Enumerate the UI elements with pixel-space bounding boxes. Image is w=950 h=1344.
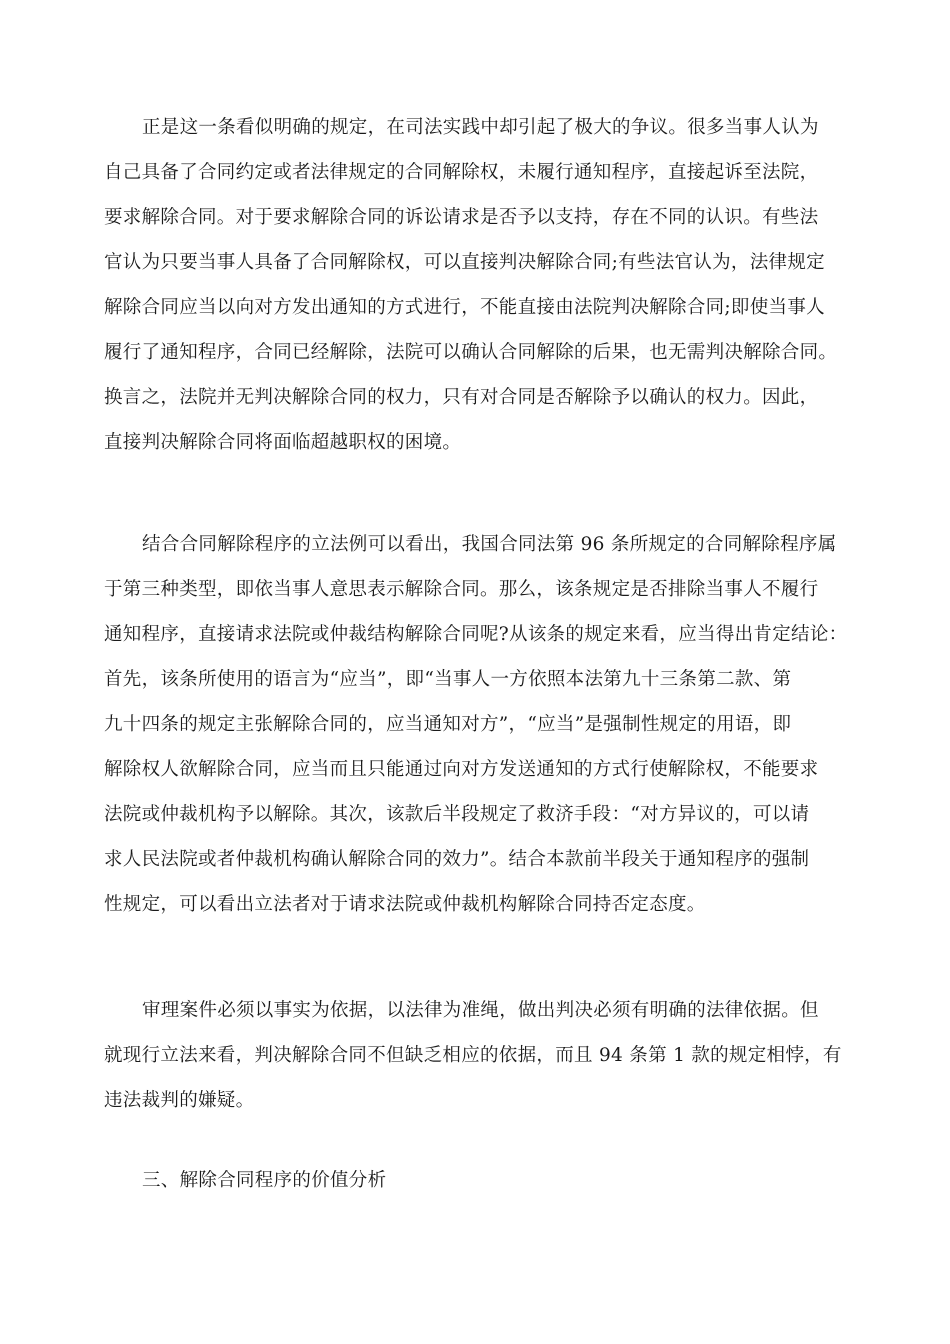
text-line: 履行了通知程序，合同已经解除，法院可以确认合同解除的后果，也无需判决解除合同。 (104, 342, 838, 363)
text-line: 于第三种类型，即依当事人意思表示解除合同。那么，该条规定是否排除当事人不履行 (104, 579, 819, 600)
paragraph-3 (104, 988, 844, 1123)
text-line: 求人民法院或者仲裁机构确认解除合同的效力”。结合本款前半段关于通知程序的强制 (104, 849, 810, 870)
text-line: 要求解除合同。对于要求解除合同的诉讼请求是否予以支持，存在不同的认识。有些法 (104, 207, 819, 228)
text-line: 法院或仲裁机构予以解除。其次，该款后半段规定了救济手段：“对方异议的，可以请 (104, 804, 810, 825)
text-line: 违法裁判的嫌疑。 (104, 1090, 255, 1111)
text-line: 性规定，可以看出立法者对于请求法院或仲裁机构解除合同持否定态度。 (104, 894, 706, 915)
text-line: 官认为只要当事人具备了合同解除权，可以直接判决解除合同;有些法官认为，法律规定 (104, 252, 825, 273)
text-line: 结合合同解除程序的立法例可以看出，我国合同法第 96 条所规定的合同解除程序属 (142, 534, 837, 555)
text-line: 换言之，法院并无判决解除合同的权力，只有对合同是否解除予以确认的权力。因此， (104, 387, 819, 408)
text-line: 自己具备了合同约定或者法律规定的合同解除权，未履行通知程序，直接起诉至法院， (104, 162, 819, 183)
text-line: 就现行立法来看，判决解除合同不但缺乏相应的依据，而且 94 条第 1 款的规定相悖，有 (104, 1045, 842, 1066)
text-line: 解除权人欲解除合同，应当而且只能通过向对方发送通知的方式行使解除权，不能要求 (104, 759, 819, 780)
text-line: 正是这一条看似明确的规定，在司法实践中却引起了极大的争议。很多当事人认为 (142, 117, 819, 138)
paragraph-1 (104, 105, 844, 465)
section-heading: 三、解除合同程序的价值分析 (142, 1170, 387, 1191)
text-line: 首先，该条所使用的语言为“应当”，即“当事人一方依照本法第九十三条第二款、第 (104, 669, 792, 690)
text-line: 通知程序，直接请求法院或仲裁结构解除合同呢?从该条的规定来看，应当得出肯定结论： (104, 624, 848, 645)
paragraph-2 (104, 522, 848, 927)
text-line: 解除合同应当以向对方发出通知的方式进行，不能直接由法院判决解除合同;即使当事人 (104, 297, 825, 318)
text-line: 九十四条的规定主张解除合同的，应当通知对方”，“应当”是强制性规定的用语，即 (104, 714, 792, 735)
text-line: 直接判决解除合同将面临超越职权的困境。 (104, 432, 462, 453)
text-line: 审理案件必须以事实为依据，以法律为准绳，做出判决必须有明确的法律依据。但 (142, 1000, 819, 1021)
